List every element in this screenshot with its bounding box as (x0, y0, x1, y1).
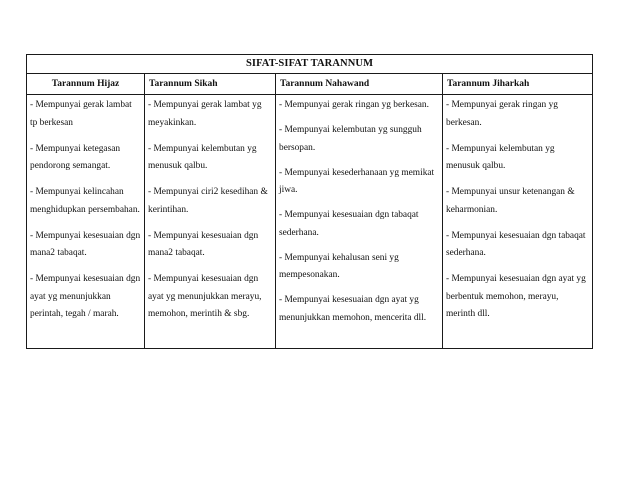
list-item: - Mempunyai kesesuaian dgn mana2 tabaqat. (30, 230, 141, 258)
column-cell-hijaz (27, 95, 145, 349)
list-item: - Mempunyai kelincahan menghidupkan persembahan. (30, 187, 140, 215)
tarannum-table (26, 54, 593, 349)
list-item: - Mempunyai kesesuaian dgn ayat yg berbentuk memohon, merayu, merinth dll. (446, 274, 586, 319)
table-title: SIFAT-SIFAT TARANNUM (27, 55, 593, 74)
trait-list-sikah (148, 97, 272, 324)
trait-list-jiharkah (446, 97, 589, 324)
list-item: - Mempunyai unsur ketenangan & keharmonian. (446, 187, 575, 215)
list-item: - Mempunyai gerak lambat tp berkesan (30, 100, 132, 128)
trait-list-hijaz (30, 97, 141, 324)
list-item: - Mempunyai kesesuaian dgn mana2 tabaqat. (148, 230, 259, 258)
list-item: - Mempunyai kelembutan yg menusuk qalbu. (148, 143, 257, 171)
column-cell-jiharkah (443, 95, 593, 349)
list-item: - Mempunyai gerak ringan yg berkesan. (446, 100, 558, 128)
list-item: - Mempunyai kesesuaian dgn ayat yg menunjukkan perintah, tegah / marah. (30, 274, 141, 319)
list-item: - Mempunyai kesederhanaan yg memikat jiwa. (279, 167, 435, 195)
list-item: - Mempunyai kelembutan yg sungguh bersopan. (279, 125, 422, 153)
column-header-sikah: Tarannum Sikah (145, 74, 276, 95)
trait-list-nahawand (279, 97, 439, 327)
column-header-jiharkah: Tarannum Jiharkah (443, 74, 593, 95)
list-item: - Mempunyai gerak ringan yg berkesan. (279, 100, 429, 110)
table-title-row (27, 55, 593, 74)
list-item: - Mempunyai kehalusan seni yg mempesonakan. (279, 252, 399, 280)
list-item: - Mempunyai ketegasan pendorong semangat. (30, 143, 121, 171)
list-item: - Mempunyai gerak lambat yg meyakinkan. (148, 100, 262, 128)
list-item: - Mempunyai kelembutan yg menusuk qalbu. (446, 143, 555, 171)
list-item: - Mempunyai kesesuaian dgn ayat yg menunjukkan memohon, mencerita dll. (279, 295, 427, 323)
column-header-hijaz: Tarannum Hijaz (27, 74, 145, 95)
list-item: - Mempunyai kesesuaian dgn ayat yg menunjukkan merayu, memohon, merintih & sbg. (148, 274, 262, 319)
column-header-nahawand: Tarannum Nahawand (276, 74, 443, 95)
list-item: - Mempunyai kesesuaian dgn tabaqat sederhana. (279, 210, 419, 238)
column-cell-sikah (145, 95, 276, 349)
column-cell-nahawand (276, 95, 443, 349)
list-item: - Mempunyai kesesuaian dgn tabaqat sederhana. (446, 230, 586, 258)
list-item: - Mempunyai ciri2 kesedihan & kerintihan. (148, 187, 268, 215)
table-header-row (27, 74, 593, 95)
table-body-row (27, 95, 593, 349)
